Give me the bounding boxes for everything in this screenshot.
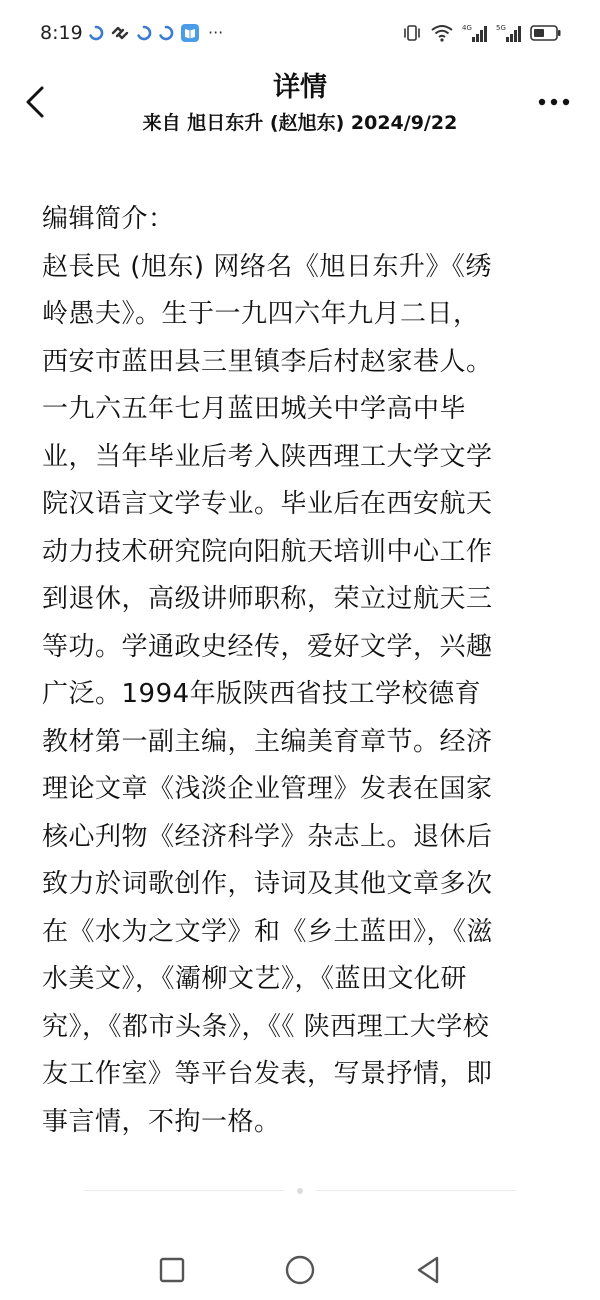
end-divider [84,1185,516,1197]
more-horizontal-icon [534,92,574,112]
vibrate-icon [402,23,422,43]
article-line: 水美文》，《灞柳文艺》，《蓝田文化研 [42,964,468,994]
article-line: 理论文章《浅淡企业管理》发表在国家 [42,774,493,804]
article-line: 院汉语言文学专业。毕业后在西安航天 [42,489,493,519]
article-line: 教材第一副主编，主编美育章节。经济 [42,726,493,757]
article-heading: 编辑简介： [42,204,175,234]
status-system-icons [402,20,562,46]
nav-back-button[interactable] [410,1252,446,1288]
book-icon [180,23,200,43]
article-line: 究》，《都市头条》，《《 陕西理工大学校 [42,1011,490,1042]
page-subtitle: 来自 旭日东升 (赵旭东) 2024/9/22 [142,112,458,134]
signal-icon [496,23,522,43]
link-icon [110,24,130,42]
status-app-icons [88,22,223,44]
article-line: 西安市蓝田县三里镇李后村赵家巷人。 [42,346,493,377]
network-type-label: 5G [496,24,506,32]
network-type-label: 4G [462,24,472,32]
status-time: 8:19 [40,22,83,44]
status-bar [0,0,600,64]
article-body [42,196,562,1146]
article-line: 友工作室》等平台发表，写景抒情，即 [42,1059,493,1089]
wifi-icon [430,24,454,42]
recent-apps-icon [154,1252,190,1288]
back-icon [410,1252,446,1288]
battery-icon [530,24,562,42]
article-line: 事言情，不拘一格。 [42,1106,281,1137]
recent-apps-button[interactable] [154,1252,190,1288]
app-header [0,64,600,144]
article-line: 广泛。1994年版陕西省技工学校德育 [42,679,482,709]
article-line: 等功。学通政史经传，爱好文学，兴趣 [42,631,493,662]
article-line: 致力於词歌创作，诗词及其他文章多次 [42,869,493,899]
page-title: 详情 [273,72,327,103]
divider-dot [297,1188,303,1194]
article-line: 业，当年毕业后考入陕西理工大学文学 [42,441,493,472]
signal-icon [462,23,488,43]
article-line: 在《水为之文学》和《乡土蓝田》，《滋 [42,916,494,947]
system-nav-bar [0,1236,600,1300]
notification-icon [158,25,174,41]
status-more-dots: ··· [208,23,224,42]
more-button[interactable] [534,92,574,112]
article-line: 核心刋物《经济科学》杂志上。退休后 [42,821,493,852]
article-line: 到退休，高级讲师职称，荣立过航天三 [42,584,493,614]
divider-line [316,1190,516,1191]
article-paragraph [42,196,562,1146]
home-button[interactable] [282,1252,318,1288]
article-line: 岭愚夫》。生于一九四六年九月二日， [42,299,480,329]
notification-icon [88,25,104,41]
home-icon [282,1252,318,1288]
divider-line [84,1190,284,1191]
notification-icon [136,25,152,41]
article-line: 动力技术研究院向阳航天培训中心工作 [42,536,493,567]
article-line: 一九六五年七月蓝田城关中学高中毕 [42,394,467,424]
article-line: 赵長民 (旭东) 网络名《旭日东升》《绣 [42,251,492,282]
